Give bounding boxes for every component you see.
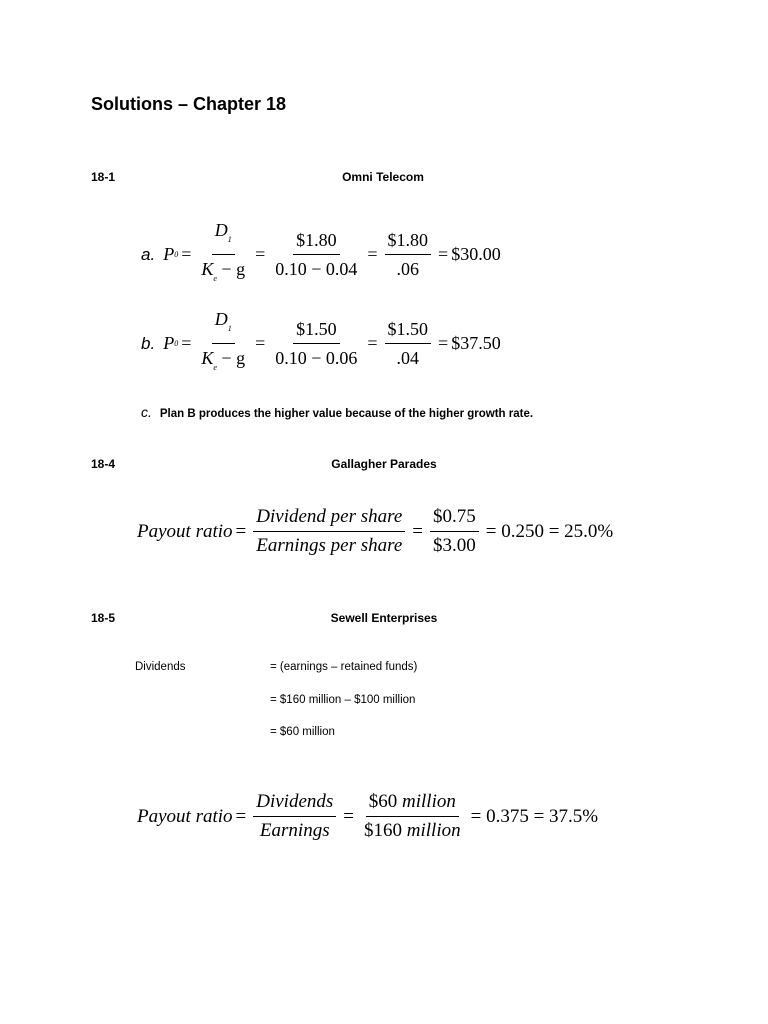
dividend-variable: D xyxy=(214,309,228,329)
subscript: 0 xyxy=(174,250,179,259)
subscript: e xyxy=(213,274,217,283)
section-title: Omni Telecom xyxy=(342,170,424,184)
fraction xyxy=(253,505,405,558)
dividend-variable: D xyxy=(214,220,228,240)
numerator: Dividend per share xyxy=(253,505,405,532)
equals-sign: = xyxy=(181,244,192,264)
item-label: c. xyxy=(141,404,152,420)
numerator-unit: million xyxy=(402,791,456,812)
section-number: 18-4 xyxy=(91,457,116,471)
calc-line: = (earnings – retained funds) xyxy=(270,661,418,673)
fraction xyxy=(385,228,432,281)
fraction xyxy=(385,317,432,370)
equals-sign: = xyxy=(235,805,247,827)
required-return-variable: K xyxy=(201,259,214,279)
section-title: Gallagher Parades xyxy=(331,457,437,471)
note-c xyxy=(141,404,533,422)
equation-b xyxy=(141,307,501,380)
page-title: Solutions – Chapter 18 xyxy=(91,94,287,114)
subscript: 1 xyxy=(227,324,232,333)
lhs-label: Payout ratio xyxy=(137,520,233,542)
denominator: $3.00 xyxy=(433,535,476,556)
result-value: $30.00 xyxy=(451,244,501,264)
numerator: $1.80 xyxy=(385,228,432,255)
section-title: Sewell Enterprises xyxy=(330,611,438,625)
fraction xyxy=(361,790,464,843)
denominator: .06 xyxy=(396,259,420,279)
equals-sign: = xyxy=(343,805,355,827)
denominator: 0.10 − 0.04 xyxy=(275,259,358,279)
price-variable: P xyxy=(163,333,175,353)
fraction xyxy=(272,317,360,370)
calc-line: = $60 million xyxy=(270,726,335,738)
denominator-unit: million xyxy=(406,820,461,841)
numerator: $0.75 xyxy=(430,505,479,532)
fraction xyxy=(430,505,479,558)
result-value: = 0.250 = 25.0% xyxy=(485,520,614,542)
subscript: 0 xyxy=(174,339,179,348)
equals-sign: = xyxy=(255,333,266,353)
denominator: 0.10 − 0.06 xyxy=(275,348,358,368)
numerator: $1.50 xyxy=(385,317,432,344)
equals-sign: = xyxy=(181,333,192,353)
payout-equation-1 xyxy=(137,505,613,558)
fraction xyxy=(198,218,248,291)
equals-sign: = xyxy=(255,244,266,264)
required-return-variable: K xyxy=(201,348,214,368)
lhs-label: Payout ratio xyxy=(137,805,233,827)
equals-sign: = xyxy=(438,244,449,264)
result-value: $37.50 xyxy=(451,333,501,353)
numerator: $1.80 xyxy=(293,228,340,255)
subscript: e xyxy=(213,363,217,372)
equals-sign: = xyxy=(412,520,423,542)
denominator: Earnings per share xyxy=(256,535,403,556)
section-number: 18-5 xyxy=(91,611,116,625)
denominator: .04 xyxy=(396,348,420,368)
result-value: = 0.375 = 37.5% xyxy=(470,805,599,827)
item-label: b. xyxy=(141,333,156,353)
price-variable: P xyxy=(163,244,175,264)
dividends-label: Dividends xyxy=(135,661,186,673)
payout-equation-2 xyxy=(137,790,598,843)
equals-sign: = xyxy=(438,333,449,353)
numerator: Dividends xyxy=(253,790,336,817)
denominator-value: $160 xyxy=(364,820,403,841)
section-number: 18-1 xyxy=(91,170,116,184)
item-label: a. xyxy=(141,244,156,264)
fraction xyxy=(272,228,360,281)
growth-term: − g xyxy=(221,259,246,279)
equation-a xyxy=(141,218,501,291)
fraction xyxy=(198,307,248,380)
subscript: 1 xyxy=(227,235,232,244)
calc-line: = $160 million – $100 million xyxy=(270,694,416,706)
equals-sign: = xyxy=(367,333,378,353)
note-text: Plan B produces the higher value because of the higher growth rate. xyxy=(159,408,534,420)
fraction xyxy=(253,790,336,843)
denominator: Earnings xyxy=(259,820,330,841)
numerator-value: $60 xyxy=(368,791,398,812)
equals-sign: = xyxy=(367,244,378,264)
numerator: $1.50 xyxy=(293,317,340,344)
equals-sign: = xyxy=(235,520,247,542)
growth-term: − g xyxy=(221,348,246,368)
